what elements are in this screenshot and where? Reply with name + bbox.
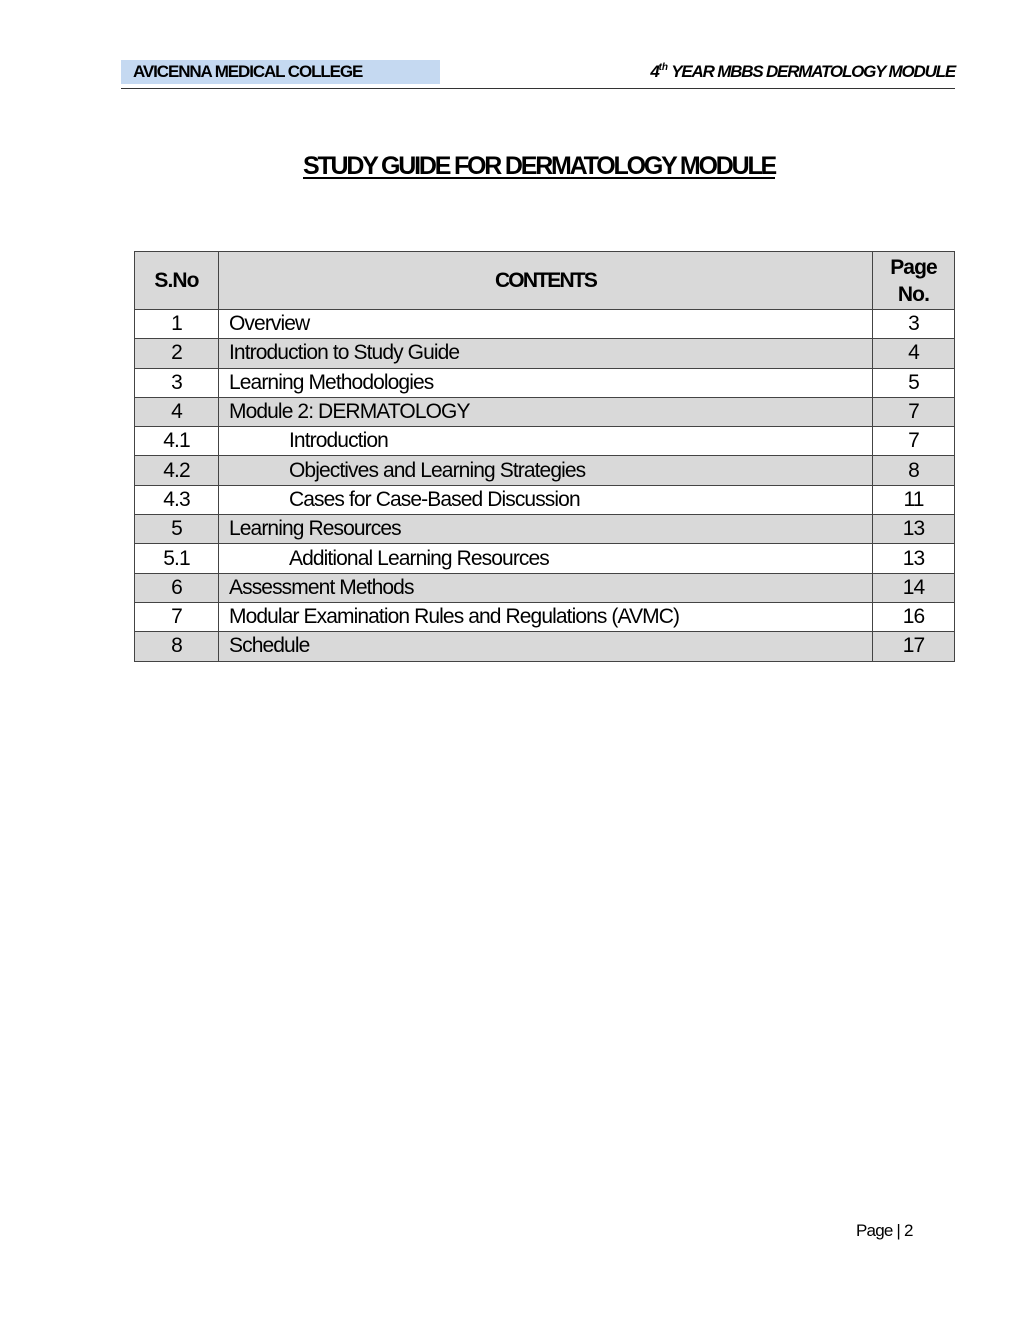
row-contents: Learning Methodologies (219, 368, 873, 397)
row-sno: 4.1 (135, 427, 219, 456)
row-page: 13 (873, 515, 955, 544)
row-contents: Cases for Case-Based Discussion (219, 485, 873, 514)
table-row (135, 632, 955, 661)
row-page: 17 (873, 632, 955, 661)
page-label: Page | (856, 1221, 901, 1240)
row-sno: 6 (135, 573, 219, 602)
row-sno: 5 (135, 515, 219, 544)
row-page: 7 (873, 397, 955, 426)
row-sno: 3 (135, 368, 219, 397)
module-year-number: 4 (650, 62, 659, 81)
table-row (135, 397, 955, 426)
row-page: 5 (873, 368, 955, 397)
row-page: 7 (873, 427, 955, 456)
header-page-no (873, 252, 955, 310)
page-number: 2 (903, 1221, 913, 1240)
document-title: STUDY GUIDE FOR DERMATOLOGY MODULE (303, 152, 775, 180)
row-contents: Introduction (219, 427, 873, 456)
row-sno: 5.1 (135, 544, 219, 573)
module-name: YEAR MBBS DERMATOLOGY MODULE (668, 62, 955, 81)
college-name: AVICENNA MEDICAL COLLEGE (121, 60, 440, 84)
header-page-line2: No. (897, 282, 930, 306)
row-sno: 7 (135, 602, 219, 631)
table-row (135, 339, 955, 368)
row-contents: Introduction to Study Guide (219, 339, 873, 368)
row-sno: 8 (135, 632, 219, 661)
row-page: 16 (873, 602, 955, 631)
table-row (135, 368, 955, 397)
row-contents: Schedule (219, 632, 873, 661)
row-sno: 4.2 (135, 456, 219, 485)
row-page: 11 (873, 485, 955, 514)
row-page: 3 (873, 310, 955, 339)
table-row (135, 602, 955, 631)
table-row (135, 515, 955, 544)
header-page-line1: Page (890, 255, 937, 279)
table-row (135, 427, 955, 456)
row-sno: 2 (135, 339, 219, 368)
row-contents: Additional Learning Resources (219, 544, 873, 573)
row-sno: 4.3 (135, 485, 219, 514)
row-contents: Learning Resources (219, 515, 873, 544)
page-header (121, 58, 955, 89)
module-title (650, 60, 955, 84)
module-year-suffix: th (658, 62, 669, 73)
table-row (135, 573, 955, 602)
row-sno: 1 (135, 310, 219, 339)
header-contents: CONTENTS (219, 252, 873, 310)
row-page: 4 (873, 339, 955, 368)
table-row (135, 544, 955, 573)
row-page: 8 (873, 456, 955, 485)
row-contents: Overview (219, 310, 873, 339)
table-row (135, 310, 955, 339)
row-contents: Module 2: DERMATOLOGY (219, 397, 873, 426)
contents-table (134, 251, 955, 662)
row-contents: Objectives and Learning Strategies (219, 456, 873, 485)
row-contents: Assessment Methods (219, 573, 873, 602)
row-page: 13 (873, 544, 955, 573)
table-row (135, 456, 955, 485)
table-header-row (135, 252, 955, 310)
row-sno: 4 (135, 397, 219, 426)
table-row (135, 485, 955, 514)
row-page: 14 (873, 573, 955, 602)
header-sno: S.No (135, 252, 219, 310)
row-contents: Modular Examination Rules and Regulations (AVMC) (219, 602, 873, 631)
page-footer (856, 1221, 913, 1241)
